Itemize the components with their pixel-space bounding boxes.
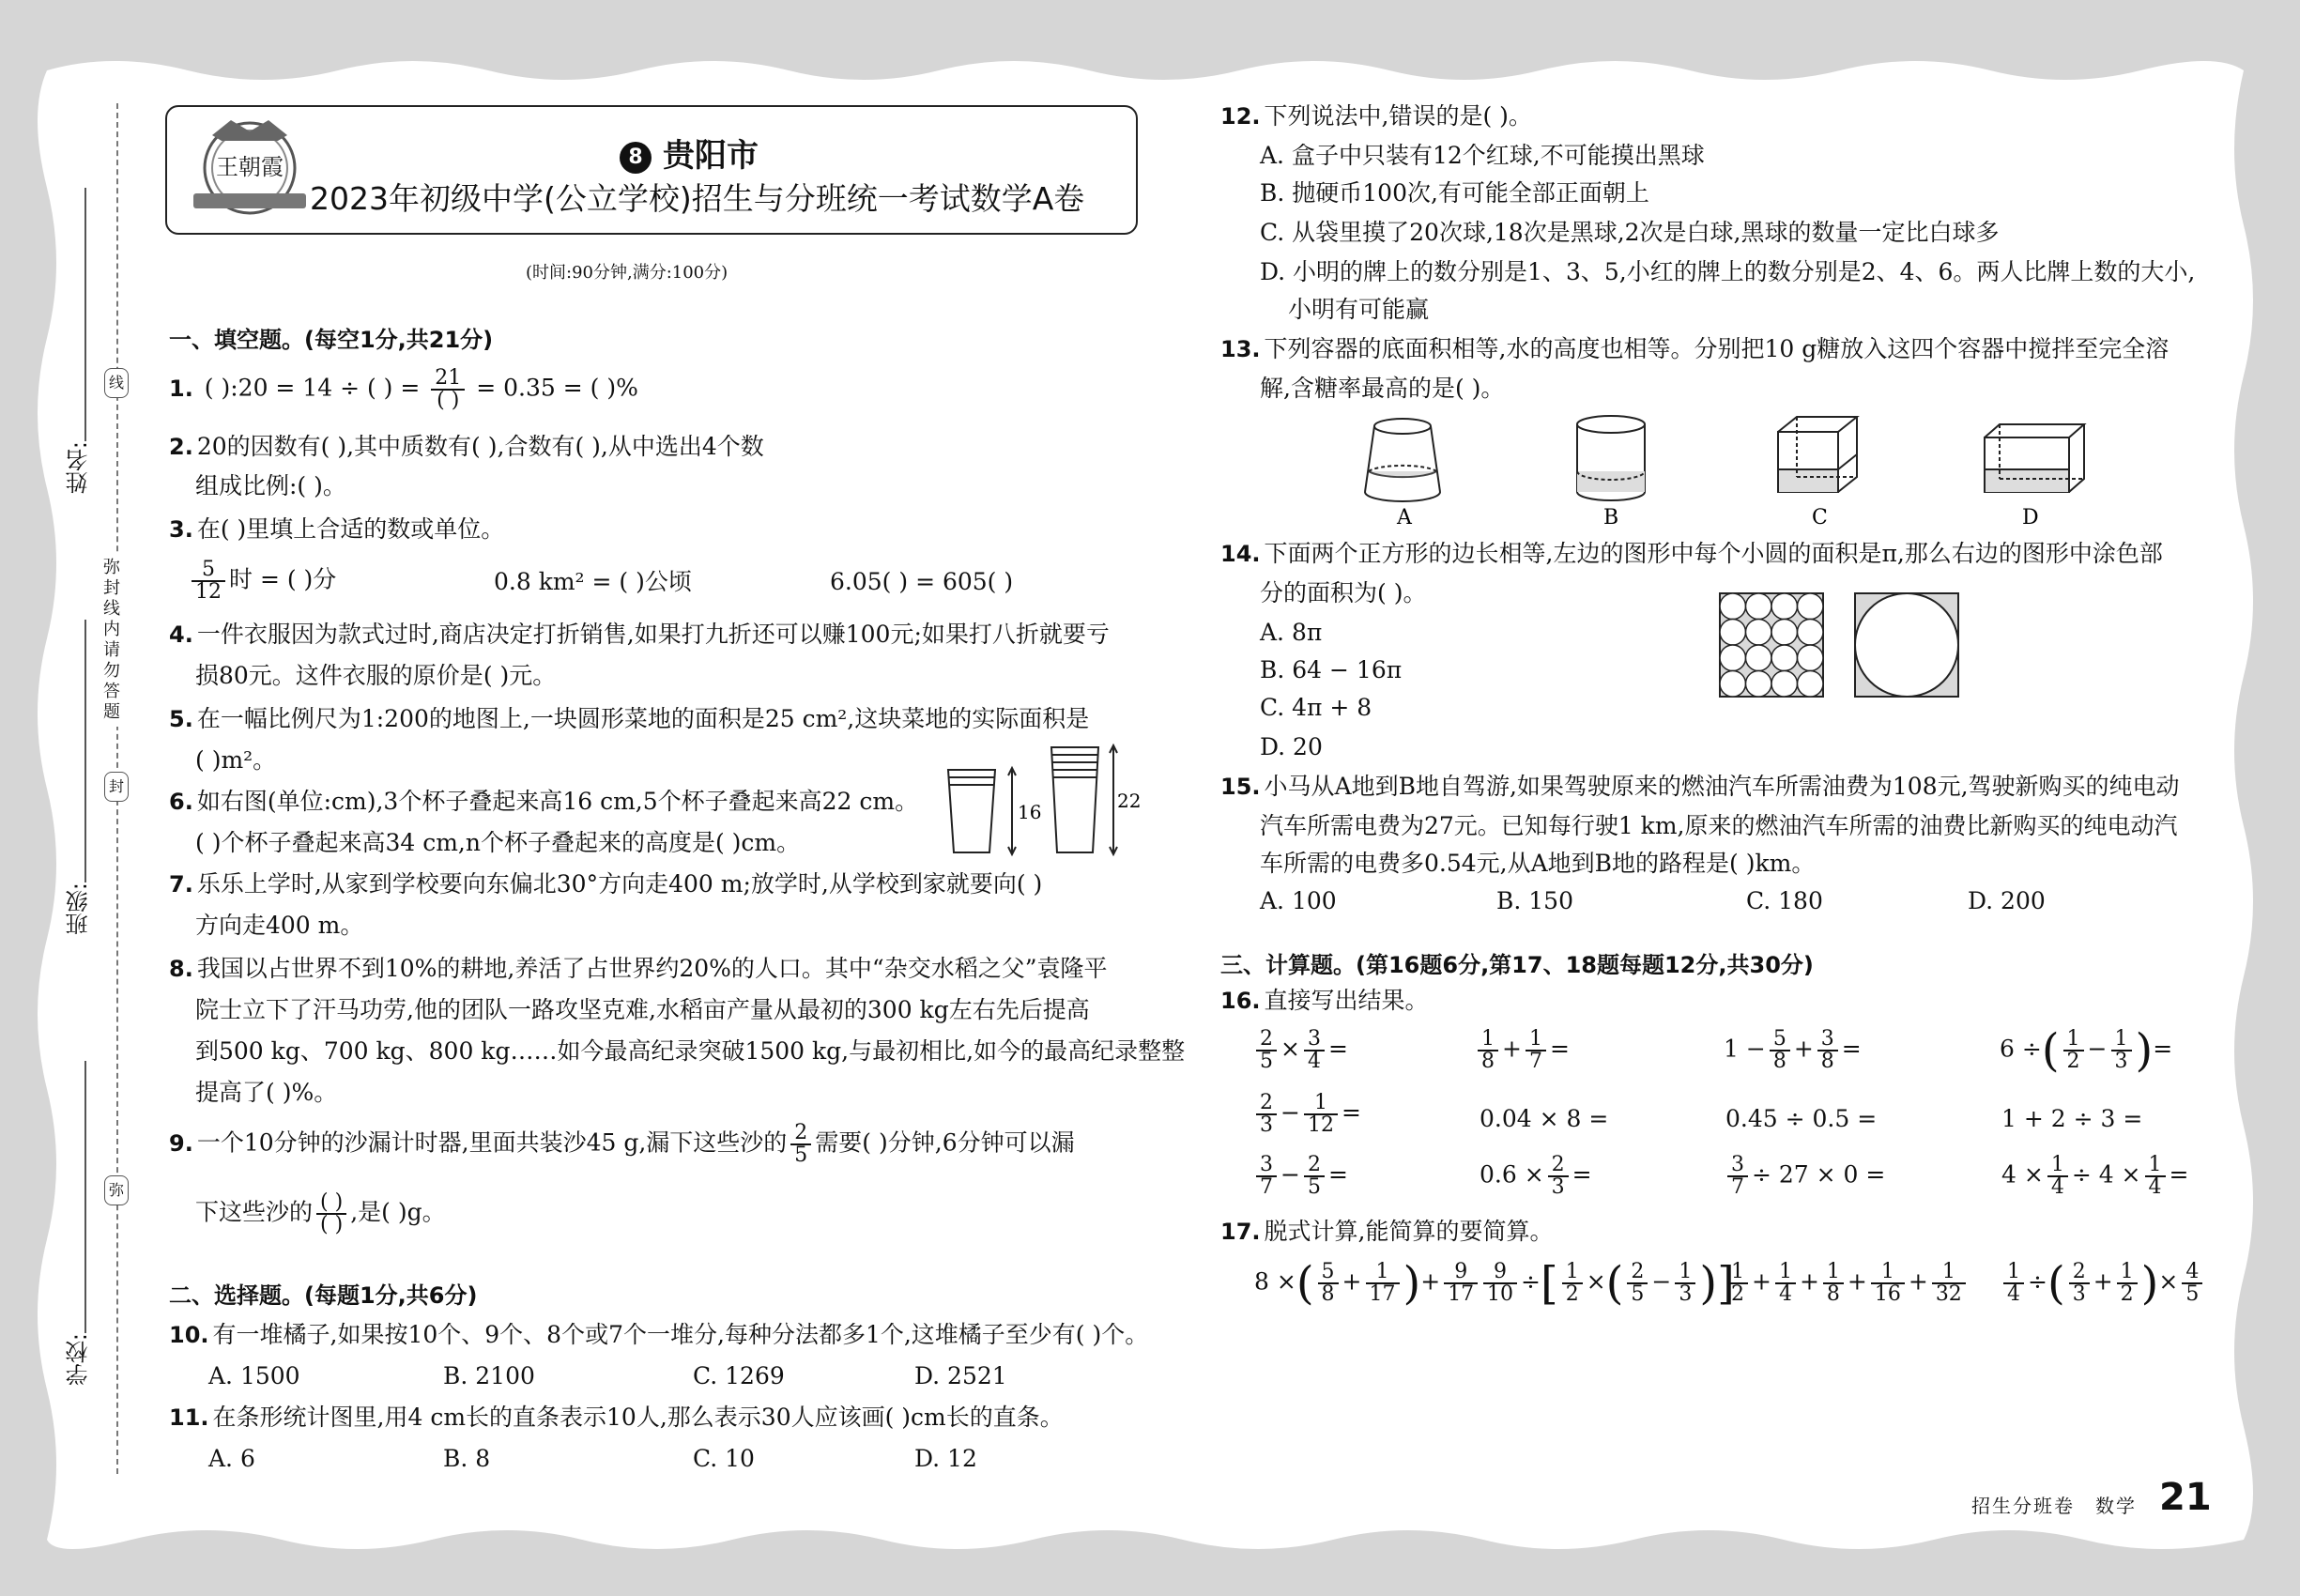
q12-option-c: C. 从袋里摸了20次球,18次是黑球,2次是白球,黑球的数量一定比白球多 [1260, 219, 2000, 246]
q14-line2: 分的面积为( )。 [1260, 579, 1427, 606]
q1-frac-den: ( ) [437, 389, 460, 412]
small-circle [1720, 593, 1746, 620]
expr-16-2: $\frac{1}{8}$ + $\frac{1}{7}$ = [1474, 1029, 1570, 1072]
q15-option-d: D. 200 [1968, 887, 2046, 914]
q16-number: 16. [1220, 988, 1261, 1014]
footer-label: 招生分班卷 数学 [1971, 1495, 2137, 1517]
question-2 [169, 428, 764, 466]
seal-mark-mi: 弥 [104, 1175, 129, 1205]
q12-number: 12. [1220, 103, 1261, 130]
q12-option-a: A. 盒子中只装有12个红球,不可能摸出黑球 [1260, 142, 1705, 169]
q13-number: 13. [1220, 336, 1261, 362]
school-line [84, 1061, 86, 1333]
question-14 [1220, 535, 2163, 573]
expr-16-11: $\frac{3}{7}$ ÷ 27 × 0 = [1724, 1155, 1885, 1198]
expr-16-6: 0.04 × 8 = [1480, 1105, 1609, 1132]
q9-frac2-num: ( ) [316, 1192, 346, 1215]
q1-part-a: ( ):20 = 14 ÷ ( ) = [204, 374, 421, 402]
q11-option-d: D. 12 [914, 1445, 977, 1472]
q8-number: 8. [169, 956, 193, 982]
time-info: (时间:90分钟,满分:100分) [526, 263, 728, 283]
q3-line1: 在( )里填上合适的数或单位。 [196, 515, 505, 543]
q10-option-c: C. 1269 [693, 1362, 785, 1389]
question-16 [1220, 982, 1429, 1020]
q6-line1: 如右图(单位:cm),3个杯子叠起来高16 cm,5个杯子叠起来高22 cm。 [196, 788, 919, 815]
q15-line3: 车所需的电费多0.54元,从A地到B地的路程是( )km。 [1260, 850, 1816, 877]
container-label-d: D [2022, 506, 2039, 529]
q14-number: 14. [1220, 541, 1261, 567]
question-1 [169, 368, 638, 411]
small-circle [1746, 620, 1772, 646]
q6-line2: ( )个杯子叠起来高34 cm,n个杯子叠起来的高度是( )cm。 [195, 829, 801, 856]
q12-option-b: B. 抛硬币100次,有可能全部正面朝上 [1260, 179, 1649, 207]
q13-line2: 解,含糖率最高的是( )。 [1260, 375, 1505, 402]
q5-number: 5. [169, 706, 193, 732]
q10-option-b: B. 2100 [443, 1362, 535, 1389]
q3-fraction [192, 560, 225, 603]
q9-line2 [195, 1192, 446, 1235]
q9-fraction [790, 1123, 811, 1166]
q12-option-d: D. 小明的牌上的数分别是1、3、5,小红的牌上的数分别是2、4、6。两人比牌上数的大小, [1260, 258, 2196, 285]
q9-part-a: 一个10分钟的沙漏计时器,里面共装沙45 g,漏下这些沙的 [196, 1128, 788, 1157]
q9-frac-den: 5 [794, 1143, 808, 1167]
q1-part-b: = 0.35 = ( )% [476, 374, 638, 402]
name-line [84, 188, 86, 441]
logo-text: 王朝霞 [216, 154, 284, 180]
section2-title: 二、选择题。(每题1分,共6分) [169, 1282, 478, 1309]
expr-16-1: $\frac{2}{5}$ × $\frac{3}{4}$ = [1252, 1029, 1348, 1072]
q6-number: 6. [169, 789, 193, 815]
container-label-c: C [1812, 506, 1828, 529]
q3-frac-num: 5 [192, 560, 225, 582]
small-circle [1720, 671, 1746, 698]
container-label-b: B [1603, 506, 1619, 529]
q9-part-c: 下这些沙的 [195, 1198, 314, 1226]
expr-16-10: 0.6 × $\frac{2}{3}$ = [1480, 1153, 1592, 1199]
q1-number: 1. [169, 375, 193, 402]
expr-17-3: $\frac{1}{2}$ + $\frac{1}{4}$ + $\frac{1}{8}$ + $\frac{1}{16}$ + $\frac{1}{32}$ [1724, 1262, 1970, 1305]
expr-17-4: $\frac{1}{4}$ ÷( $\frac{2}{3}$ + $\frac{1}{2}$ )× $\frac{4}{5}$ [2000, 1262, 2206, 1305]
expr-16-12: 4 × $\frac{1}{4}$ ÷ 4 × $\frac{1}{4}$ = [2001, 1153, 2189, 1199]
seal-mark-line: 线 [104, 368, 129, 398]
q2-line2: 组成比例:( )。 [195, 472, 346, 499]
small-circle [1771, 593, 1798, 620]
small-circle [1798, 593, 1824, 620]
small-circle [1798, 620, 1824, 646]
q8-line1: 我国以占世界不到10%的耕地,养活了占世界约20%的人口。其中“杂交水稻之父”袁隆平 [196, 955, 1108, 982]
q15-option-c: C. 180 [1746, 887, 1823, 914]
q10-option-a: A. 1500 [208, 1362, 300, 1389]
question-7 [169, 866, 1042, 903]
class-line [84, 620, 86, 882]
q9-number: 9. [169, 1129, 193, 1157]
question-12 [1220, 98, 1532, 135]
exam-title: 2023年初级中学(公立学校)招生与分班统一考试数学A卷 [310, 180, 1085, 217]
small-circle [1798, 671, 1824, 698]
q4-number: 4. [169, 622, 193, 648]
q10-option-d: D. 2521 [914, 1362, 1007, 1389]
q7-line1: 乐乐上学时,从家到学校要向东偏北30°方向走400 m;放学时,从学校到家就要向( ) [196, 870, 1043, 898]
seal-notice: 弥封线内请勿答题 [98, 554, 122, 727]
q9-fraction-2 [316, 1192, 346, 1235]
section1-title: 一、填空题。(每空1分,共21分) [169, 327, 494, 353]
question-6 [169, 783, 918, 821]
small-circle [1720, 620, 1746, 646]
q11-text: 在条形统计图里,用4 cm长的直条表示10人,那么表示30人应该画( )cm长的直条。 [212, 1404, 1064, 1431]
expr-16-8: 1 + 2 ÷ 3 = [2001, 1105, 2143, 1132]
q10-text: 有一堆橘子,如果按10个、9个、8个或7个一堆分,每种分法都多1个,这堆橘子至少有( )个。 [212, 1321, 1149, 1348]
container-label-a: A [1397, 506, 1412, 529]
section3-title: 三、计算题。(第16题6分,第17、18题每题12分,共30分) [1220, 952, 1814, 978]
q8-line3: 到500 kg、700 kg、800 kg……如今最高纪录突破1500 kg,与最初相比,如今的最高纪录整整 [195, 1037, 1186, 1065]
seal-mark-seal: 封 [104, 772, 129, 802]
q3-number: 3. [169, 516, 193, 543]
small-circle [1746, 593, 1772, 620]
q8-line4: 提高了( )%。 [195, 1079, 338, 1106]
q14-option-b: B. 64 − 16π [1260, 656, 1403, 683]
question-5 [169, 700, 1089, 738]
expr-16-9: $\frac{3}{7}$ − $\frac{2}{5}$ = [1252, 1155, 1348, 1198]
q12-option-d-cont: 小明有可能赢 [1288, 296, 1430, 323]
expr-17-2: $\frac{9}{10}$ ÷[ $\frac{1}{2}$ ×( $\frac{2}{5}$ − $\frac{1}{3}$ )] [1480, 1262, 1735, 1305]
stacked-cups-figure [939, 742, 1142, 864]
q15-line2: 汽车所需电费为27元。已知每行驶1 km,原来的燃油汽车所需的油费比新购买的纯电动汽 [1260, 812, 2178, 839]
question-8 [169, 950, 1107, 988]
school-label: 学校: [66, 1333, 92, 1387]
name-label: 姓名: [66, 441, 92, 495]
question-4 [169, 616, 1110, 653]
q11-option-b: B. 8 [443, 1445, 491, 1472]
q3-blank-a [188, 560, 336, 603]
page-number: 21 [2159, 1476, 2212, 1519]
q10-number: 10. [169, 1322, 209, 1348]
q14-line1: 下面两个正方形的边长相等,左边的图形中每个小圆的面积是π,那么右边的图形中涂色部 [1264, 540, 2163, 567]
question-15 [1220, 768, 2180, 806]
sixteen-circles-square [1720, 593, 1823, 697]
question-17 [1220, 1213, 1553, 1251]
q14-option-a: A. 8π [1260, 619, 1323, 646]
containers-figure [1352, 413, 2103, 539]
q17-number: 17. [1220, 1219, 1261, 1245]
small-circle [1798, 645, 1824, 671]
expr-16-7: 0.45 ÷ 0.5 = [1725, 1105, 1878, 1132]
q11-number: 11. [169, 1404, 209, 1431]
question-3 [169, 511, 504, 548]
q1-fraction [431, 368, 465, 411]
expr-16-5: $\frac{2}{3}$ − $\frac{1}{12}$ = [1252, 1093, 1361, 1136]
q16-text: 直接写出结果。 [1264, 987, 1429, 1014]
small-circle [1746, 671, 1772, 698]
q9-part-b: 需要( )分钟,6分钟可以漏 [815, 1128, 1075, 1157]
q3-frac-den: 12 [195, 580, 222, 604]
q4-line1: 一件衣服因为款式过时,商店决定打折销售,如果打九折还可以赚100元;如果打八折就要亏 [196, 621, 1110, 648]
q14-option-c: C. 4π + 8 [1260, 694, 1372, 721]
badge-number: 8 [620, 142, 652, 174]
q2-line1: 20的因数有( ),其中质数有( ),合数有( ),从中选出4个数 [196, 433, 764, 460]
q7-line2: 方向走400 m。 [195, 912, 364, 939]
small-circle [1720, 645, 1746, 671]
q2-number: 2. [169, 434, 193, 460]
logo-emblem [184, 115, 315, 222]
question-11 [169, 1399, 1064, 1436]
q15-line1: 小马从A地到B地自驾游,如果驾驶原来的燃油汽车所需油费为108元,驾驶新购买的纯电动 [1264, 773, 2180, 800]
q3-blank-c: 6.05( ) = 605( ) [830, 568, 1014, 595]
cup-height-22: 22 [1117, 790, 1142, 812]
q3-blank-b: 0.8 km² = ( )公顷 [494, 568, 692, 595]
q17-text: 脱式计算,能简算的要简算。 [1264, 1218, 1554, 1245]
q5-line1: 在一幅比例尺为1:200的地图上,一块圆形菜地的面积是25 cm²,这块菜地的实际面积是 [196, 705, 1090, 732]
city-heading [620, 130, 759, 176]
q13-line1: 下列容器的底面积相等,水的高度也相等。分别把10 g糖放入这四个容器中搅拌至完全溶 [1264, 335, 2170, 362]
q14-option-d: D. 20 [1260, 733, 1323, 760]
question-10 [169, 1316, 1148, 1354]
q3-a-text: 时 = ( )分 [229, 565, 337, 593]
small-circle [1771, 645, 1798, 671]
q7-number: 7. [169, 871, 193, 898]
q1-frac-num: 21 [431, 368, 465, 391]
q11-option-c: C. 10 [693, 1445, 755, 1472]
class-label: 班级: [66, 882, 92, 936]
cup-height-16: 16 [1018, 801, 1042, 823]
q15-option-a: A. 100 [1260, 887, 1337, 914]
squares-circles-figure [1718, 591, 1962, 698]
q9-frac2-den: ( ) [320, 1213, 344, 1236]
q9-part-d: ,是( )g。 [350, 1198, 446, 1226]
small-circle [1746, 645, 1772, 671]
q5-line2: ( )m²。 [195, 746, 277, 774]
small-circle [1771, 671, 1798, 698]
question-9 [169, 1123, 1075, 1166]
city-name: 贵阳市 [663, 137, 759, 175]
expr-16-3: 1 − $\frac{5}{8}$ + $\frac{3}{8}$ = [1724, 1027, 1862, 1073]
q8-line2: 院士立下了汗马功劳,他的团队一路攻坚克难,水稻亩产量从最初的300 kg左右先后提高 [195, 996, 1090, 1023]
question-13 [1220, 330, 2169, 368]
q11-option-a: A. 6 [208, 1445, 255, 1472]
expr-17-1: 8 ×( $\frac{5}{8}$ + $\frac{1}{17}$ )+ $\frac{9}{17}$ [1254, 1262, 1481, 1305]
q15-option-b: B. 150 [1496, 887, 1573, 914]
q4-line2: 损80元。这件衣服的原价是( )元。 [195, 662, 557, 689]
q9-frac-num: 2 [790, 1123, 811, 1145]
small-circle [1771, 620, 1798, 646]
expr-16-4: 6 ÷( $\frac{1}{2}$ − $\frac{1}{3}$ )= [2000, 1024, 2173, 1077]
q15-number: 15. [1220, 774, 1261, 800]
q12-text: 下列说法中,错误的是( )。 [1264, 102, 1532, 130]
